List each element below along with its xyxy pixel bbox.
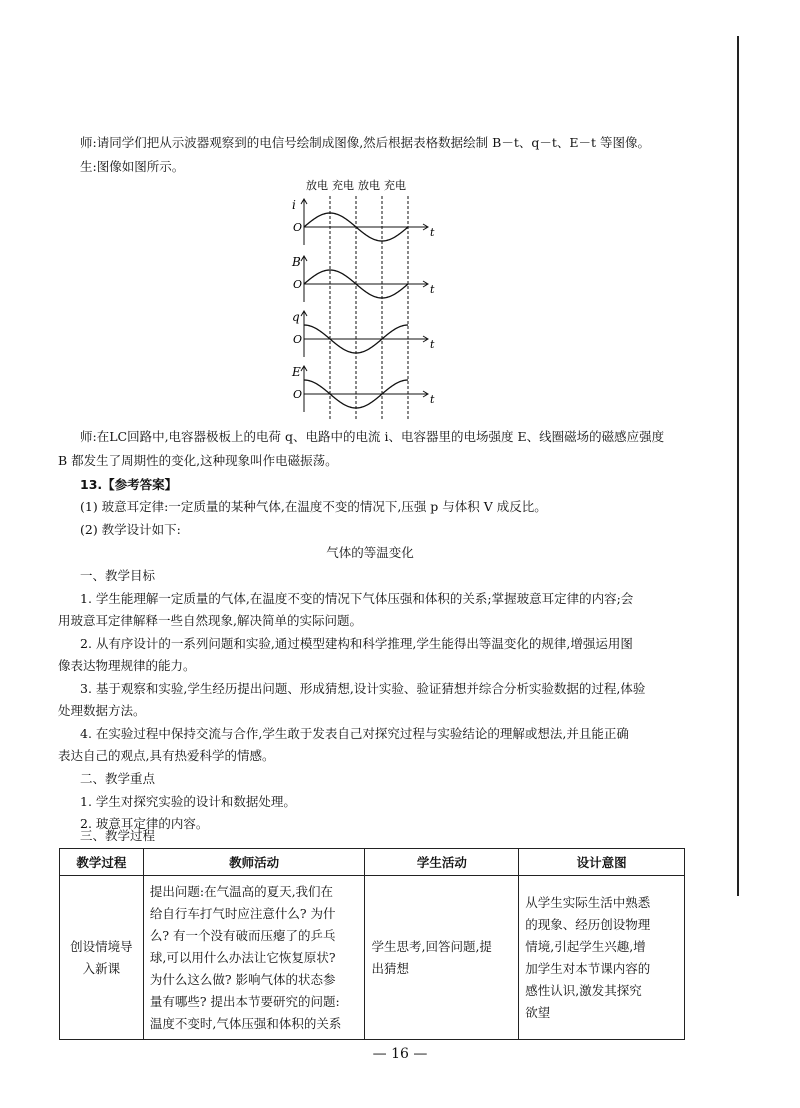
oscillation-chart	[280, 176, 450, 424]
section-key-points: 二、教学重点	[80, 771, 156, 786]
phase-label: 充电	[332, 179, 354, 192]
origin-label: O	[293, 333, 303, 346]
teacher-line-1: 师:请同学们把从示波器观察到的电信号绘制成图像,然后根据表格数据绘制 B－t、q－t、E－t 等图像。	[80, 135, 651, 150]
section-process: 三、教学过程	[80, 828, 156, 843]
teacher-activity-line: 给自行车打气时应注意什么? 为什	[149, 905, 336, 921]
key-point-2: 2. 玻意耳定律的内容。	[80, 816, 209, 831]
answer-heading: 13.【参考答案】	[80, 477, 178, 492]
design-intent-line: 的现象、经历创设物理	[525, 916, 651, 932]
origin-label: O	[293, 221, 303, 234]
x-axis-label: t	[430, 393, 435, 406]
cell-teacher-activity	[143, 876, 365, 1040]
series-label: q	[292, 310, 300, 324]
header-student-activity: 学生活动	[365, 849, 519, 876]
student-line-1: 生:图像如图所示。	[80, 159, 185, 174]
guide-lines	[330, 196, 408, 421]
objective-4-line-1: 4. 在实验过程中保持交流与合作,学生敢于发表自己对探究过程与实验结论的理解或想法,并且能正确	[80, 726, 629, 741]
design-intent-line: 情境,引起学生兴趣,增	[525, 938, 646, 954]
cell-student-activity	[365, 876, 519, 1040]
panel-B	[291, 255, 435, 302]
design-intent-line: 加学生对本节课内容的	[525, 960, 651, 976]
teacher-activity-line: 提出问题:在气温高的夏天,我们在	[149, 883, 334, 899]
design-intent-line: 从学生实际生活中熟悉	[525, 894, 651, 910]
phase-label: 充电	[384, 179, 406, 192]
objective-3-line-1: 3. 基于观察和实验,学生经历提出问题、形成猜想,设计实验、验证猜想并综合分析实验数据的过程,体验	[80, 681, 646, 696]
cell-stage	[60, 876, 144, 1040]
origin-label: O	[293, 278, 303, 291]
x-axis-label: t	[430, 226, 435, 239]
teacher-activity-line: 为什么这么做? 影响气体的状态参	[149, 971, 336, 987]
table-header-row	[60, 849, 685, 876]
header-stage: 教学过程	[60, 849, 144, 876]
phase-label: 放电	[358, 179, 380, 192]
key-point-1: 1. 学生对探究实验的设计和数据处理。	[80, 794, 296, 809]
header-teacher-activity: 教师活动	[143, 849, 365, 876]
page-edge-rule	[737, 36, 739, 896]
phase-labels	[306, 178, 406, 192]
panel-E	[291, 365, 435, 412]
teacher-activity-line: 球,可以用什么办法让它恢复原状?	[149, 949, 336, 965]
series-label: B	[292, 255, 301, 269]
panel-q	[292, 310, 435, 357]
answer-item-1: (1) 玻意耳定律:一定质量的某种气体,在温度不变的情况下,压强 p 与体积 V 成反比。	[80, 499, 547, 514]
objective-3-line-2: 处理数据方法。	[58, 703, 146, 718]
header-design-intent: 设计意图	[519, 849, 685, 876]
stage-line: 创设情境导	[70, 938, 133, 954]
teaching-process-table	[59, 848, 685, 1040]
x-axis-label: t	[430, 338, 435, 351]
design-intent-line: 感性认识,激发其探究	[525, 982, 642, 998]
teacher-line-2b: B 都发生了周期性的变化,这种现象叫作电磁振荡。	[58, 453, 338, 468]
teacher-activity-line: 量有哪些? 提出本节要研究的问题:	[149, 993, 340, 1009]
teacher-line-2a: 师:在LC回路中,电容器极板上的电荷 q、电路中的电流 i、电容器里的电场强度 E、线圈磁场的磁感应强度	[80, 429, 665, 444]
page-number: — 16 —	[372, 1046, 428, 1062]
objective-2-line-2: 像表达物理规律的能力。	[58, 658, 196, 673]
objective-2-line-1: 2. 从有序设计的一系列问题和实验,通过模型建构和科学推理,学生能得出等温变化的规律,增强运用图	[80, 636, 633, 651]
cell-design-intent	[519, 876, 685, 1040]
panel-i	[292, 198, 435, 245]
stage-line: 入新课	[82, 960, 121, 976]
answer-item-2: (2) 教学设计如下:	[80, 522, 181, 537]
section-objectives: 一、教学目标	[80, 568, 156, 583]
teacher-activity-line: 么? 有一个没有破而压瘪了的乒乓	[149, 927, 336, 943]
origin-label: O	[293, 388, 303, 401]
series-label: E	[292, 365, 301, 379]
objective-4-line-2: 表达自己的观点,具有热爱科学的情感。	[58, 748, 275, 763]
table-row	[60, 876, 685, 1040]
phase-label: 放电	[306, 179, 328, 192]
objective-1-line-2: 用玻意耳定律解释一些自然现象,解决简单的实际问题。	[58, 613, 362, 628]
teacher-activity-line: 温度不变时,气体压强和体积的关系	[149, 1015, 342, 1031]
lesson-title: 气体的等温变化	[326, 545, 414, 560]
panels	[291, 198, 435, 412]
series-label: i	[292, 198, 296, 212]
design-intent-line: 欲望	[525, 1004, 551, 1020]
student-activity-line: 出猜想	[371, 960, 409, 976]
x-axis-label: t	[430, 283, 435, 296]
objective-1-line-1: 1. 学生能理解一定质量的气体,在温度不变的情况下气体压强和体积的关系;掌握玻意耳定律的内容;会	[80, 591, 634, 606]
student-activity-line: 学生思考,回答问题,提	[371, 938, 492, 954]
